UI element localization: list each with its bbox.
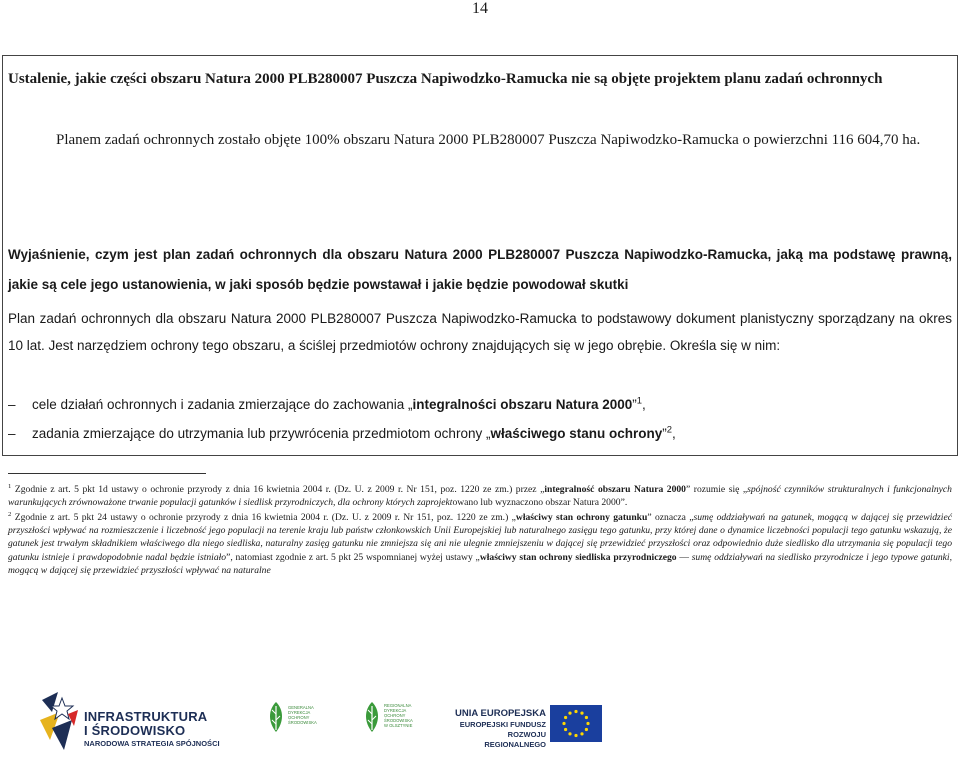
section-paragraph: Plan zadań ochronnych dla obszaru Natura 2000 PLB280007 Puszcza Napiwodzko-Ramucka to podstawowy dokument planistyczny sporządzany na okres 10 lat. Jest narzędziem ochrony tego obszaru, a ściślej przedmiotów ochrony znajdujących się w jego obrębie. Określa się w nim: bbox=[8, 311, 952, 353]
gdos-leaf-icon bbox=[266, 700, 286, 734]
infrastruktura-logo-icon bbox=[38, 690, 80, 752]
section-paragraph: Planem zadań ochronnych zostało objęte 100% obszaru Natura 2000 PLB280007 Puszcza Napiwodzko-Ramucka o powierzchni 116 604,70 ha. bbox=[56, 132, 921, 148]
footnote: $^2$ Zgodnie z art. 5 pkt 24 ustawy o ochronie przyrody z dnia 16 kwietnia 2004 r. (Dz. U. z 2009 r. Nr 151, poz. 1220 ze zm.) „właściwy stan ochrony gatunku” oznacza „sumę oddziaływań na gatunek, mogącą w dającej się przewidzieć przyszłości wpływać na rozmieszczenie i liczebność jego populacji na terenie kraju lub państw członkowskich Unii Europejskiej lub naturalnego zasięgu tego gatunku, przy której dane o dynamice liczebności populacji tego gatunku wskazują, że gatunek jest trwałym składnikiem właściwego dla niego siedliska, naturalny zasięg gatunku nie zmniejsza się ani nie ulegnie zmniejszeniu w dającej się przewidzieć przyszłości oraz odpowiednio duże siedlisko dla utrzymania się populacji tego gatunku istnieje i prawdopodobnie nadal będzie istniało”, natomiast zgodnie z art. 5 pkt 25 wspomnianej wyżej ustawy „właściwy stan ochrony siedliska przyrodniczego — sumę oddziaływań na siedlisko przyrodnicze i jego typowe gatunki, mogącą w dającej się przewidzieć przyszłości wpływać na naturalne bbox=[8, 510, 952, 576]
infrastruktura-logo-text: INFRASTRUKTURA I ŚRODOWISKO NARODOWA STRATEGIA SPÓJNOŚCI bbox=[84, 709, 220, 748]
section-heading: Wyjaśnienie, czym jest plan zadań ochronnych dla obszaru Natura 2000 PLB280007 Puszcza Napiwodzko-Ramucka, jaką ma podstawę prawną, jakie są cele jego ustanowienia, w jaki sposób będzie powstawał i jakie będzie powodował skutki bbox=[8, 247, 952, 292]
footnote-ref[interactable]: 2 bbox=[666, 424, 672, 436]
footnote-ref[interactable]: 1 bbox=[636, 395, 643, 407]
eu-flag-icon bbox=[550, 705, 602, 742]
list-item: – cele działań ochronnych i zadania zmierzające do zachowania „integralności obszaru Natura 2000”$^1$, bbox=[8, 395, 646, 412]
page-number: 14 bbox=[472, 0, 488, 17]
footnote: $^1$ Zgodnie z art. 5 pkt 1d ustawy o ochronie przyrody z dnia 16 kwietnia 2004 r. (Dz. U. z 2009 r. Nr 151, poz. 1220 ze zm.) przez „integralność obszaru Natura 2000” rozumie się „spójność czynników strukturalnych i funkcjonalnych warunkujących zrównoważone trwanie populacji gatunków i siedlisk przyrodniczych, dla ochrony których zaprojektowano lub wyznaczono obszar Natura 2000”. bbox=[8, 482, 952, 509]
list-item: – zadania zmierzające do utrzymania lub przywrócenia przedmiotom ochrony „właściwego stanu ochrony”$^2$, bbox=[8, 424, 676, 441]
eu-logo-text: UNIA EUROPEJSKA EUROPEJSKI FUNDUSZ ROZWOJU REGIONALNEGO bbox=[455, 708, 546, 749]
section-heading: Ustalenie, jakie części obszaru Natura 2000 PLB280007 Puszcza Napiwodzko-Ramucka nie są objęte projektem planu zadań ochronnych bbox=[8, 71, 883, 87]
logo-bar bbox=[0, 690, 960, 757]
rdos-leaf-icon bbox=[362, 700, 382, 734]
gdos-logo-text: GENERALNA DYREKCJA OCHRONY ŚRODOWISKA bbox=[288, 705, 317, 725]
footnote-separator bbox=[8, 473, 206, 474]
rdos-logo-text: REGIONALNA DYREKCJA OCHRONY ŚRODOWISKA W OLSZTYNIE bbox=[384, 703, 413, 728]
